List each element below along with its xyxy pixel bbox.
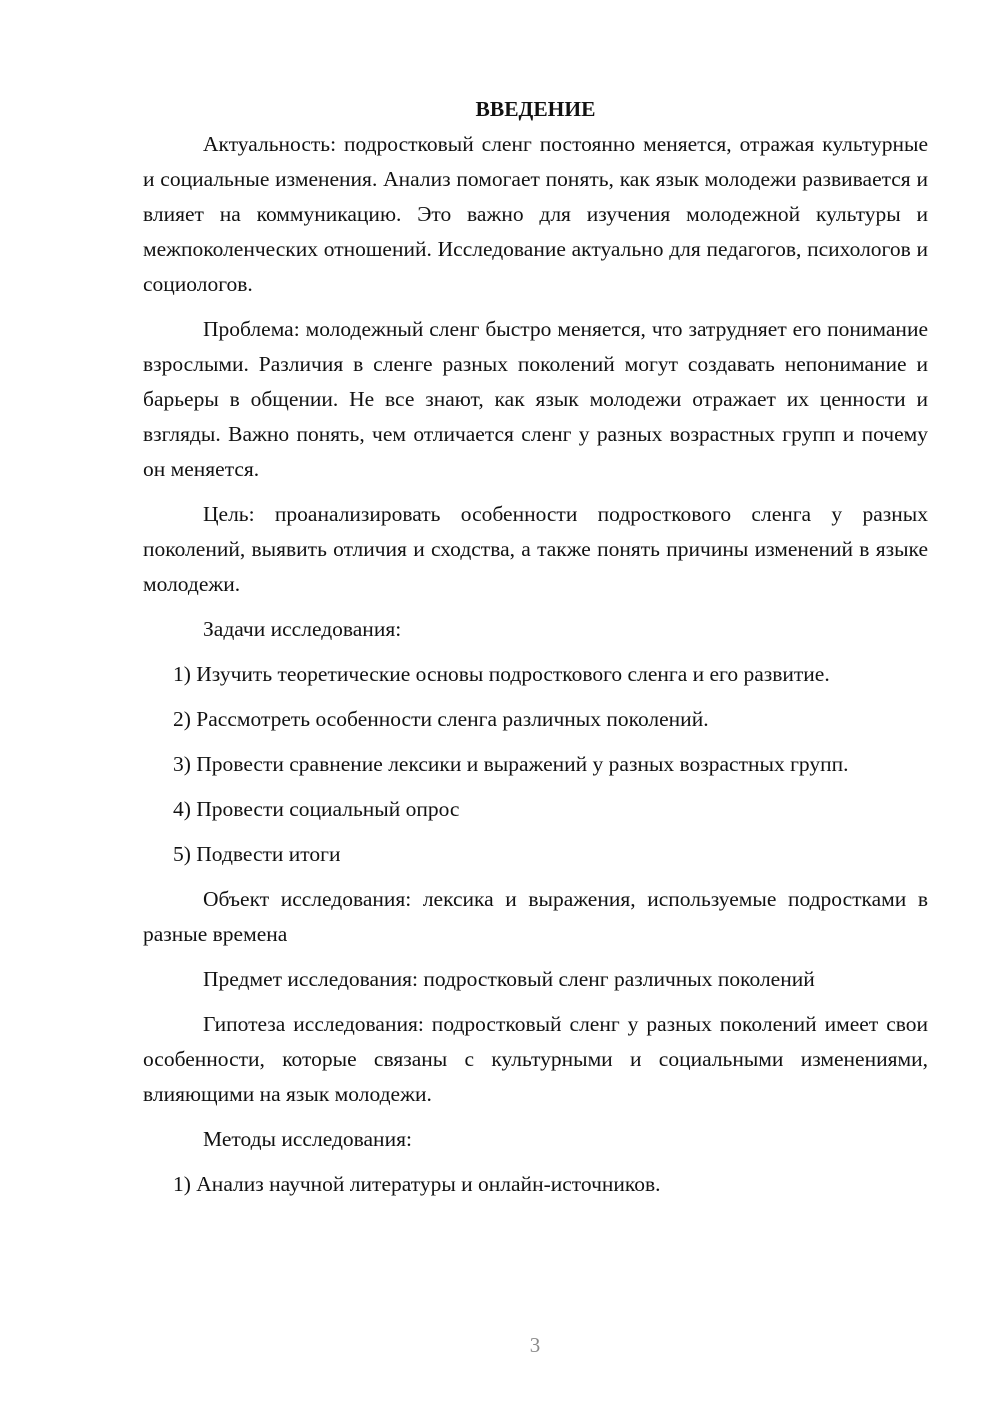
page-title: ВВЕДЕНИЕ bbox=[475, 97, 596, 121]
subject-paragraph: Предмет исследования: подростковый сленг различных поколений bbox=[203, 967, 815, 991]
task-item-5: 5) Подвести итоги bbox=[173, 842, 341, 866]
page-number: 3 bbox=[529, 1333, 541, 1357]
object-paragraph: Объект исследования: лексика и выражения, используемые подростками в разные времена bbox=[143, 887, 928, 946]
relevance-paragraph: Актуальность: подростковый сленг постоянно меняется, отражая культурные и социальные изменения. Анализ помогает понять, как язык молодежи развивается и влияет на коммуникацию. Это важно для изучения молодежной культуры и межпоколенческих отношений. Исследование актуально для педагогов, психологов и социологов. bbox=[143, 132, 928, 296]
hypothesis-paragraph: Гипотеза исследования: подростковый сленг у разных поколений имеет свои особенности, которые связаны с культурными и социальными изменениями, влияющими на язык молодежи. bbox=[143, 1012, 928, 1106]
tasks-heading: Задачи исследования: bbox=[203, 617, 402, 641]
methods-heading: Методы исследования: bbox=[203, 1127, 412, 1151]
task-item-1: 1) Изучить теоретические основы подросткового сленга и его развитие. bbox=[173, 662, 830, 686]
page-content bbox=[143, 92, 928, 1212]
task-item-4: 4) Провести социальный опрос bbox=[173, 797, 460, 821]
task-item-3: 3) Провести сравнение лексики и выражений у разных возрастных групп. bbox=[173, 752, 849, 776]
method-item-1: 1) Анализ научной литературы и онлайн-источников. bbox=[173, 1172, 661, 1196]
goal-paragraph: Цель: проанализировать особенности подросткового сленга у разных поколений, выявить отличия и сходства, а также понять причины изменений в языке молодежи. bbox=[143, 502, 928, 596]
task-item-2: 2) Рассмотреть особенности сленга различных поколений. bbox=[173, 707, 709, 731]
problem-paragraph: Проблема: молодежный сленг быстро меняется, что затрудняет его понимание взрослыми. Различия в сленге разных поколений могут создавать непонимание и барьеры в общении. Не все знают, как язык молодежи отражает их ценности и взгляды. Важно понять, чем отличается сленг у разных возрастных групп и почему он меняется. bbox=[143, 317, 928, 481]
